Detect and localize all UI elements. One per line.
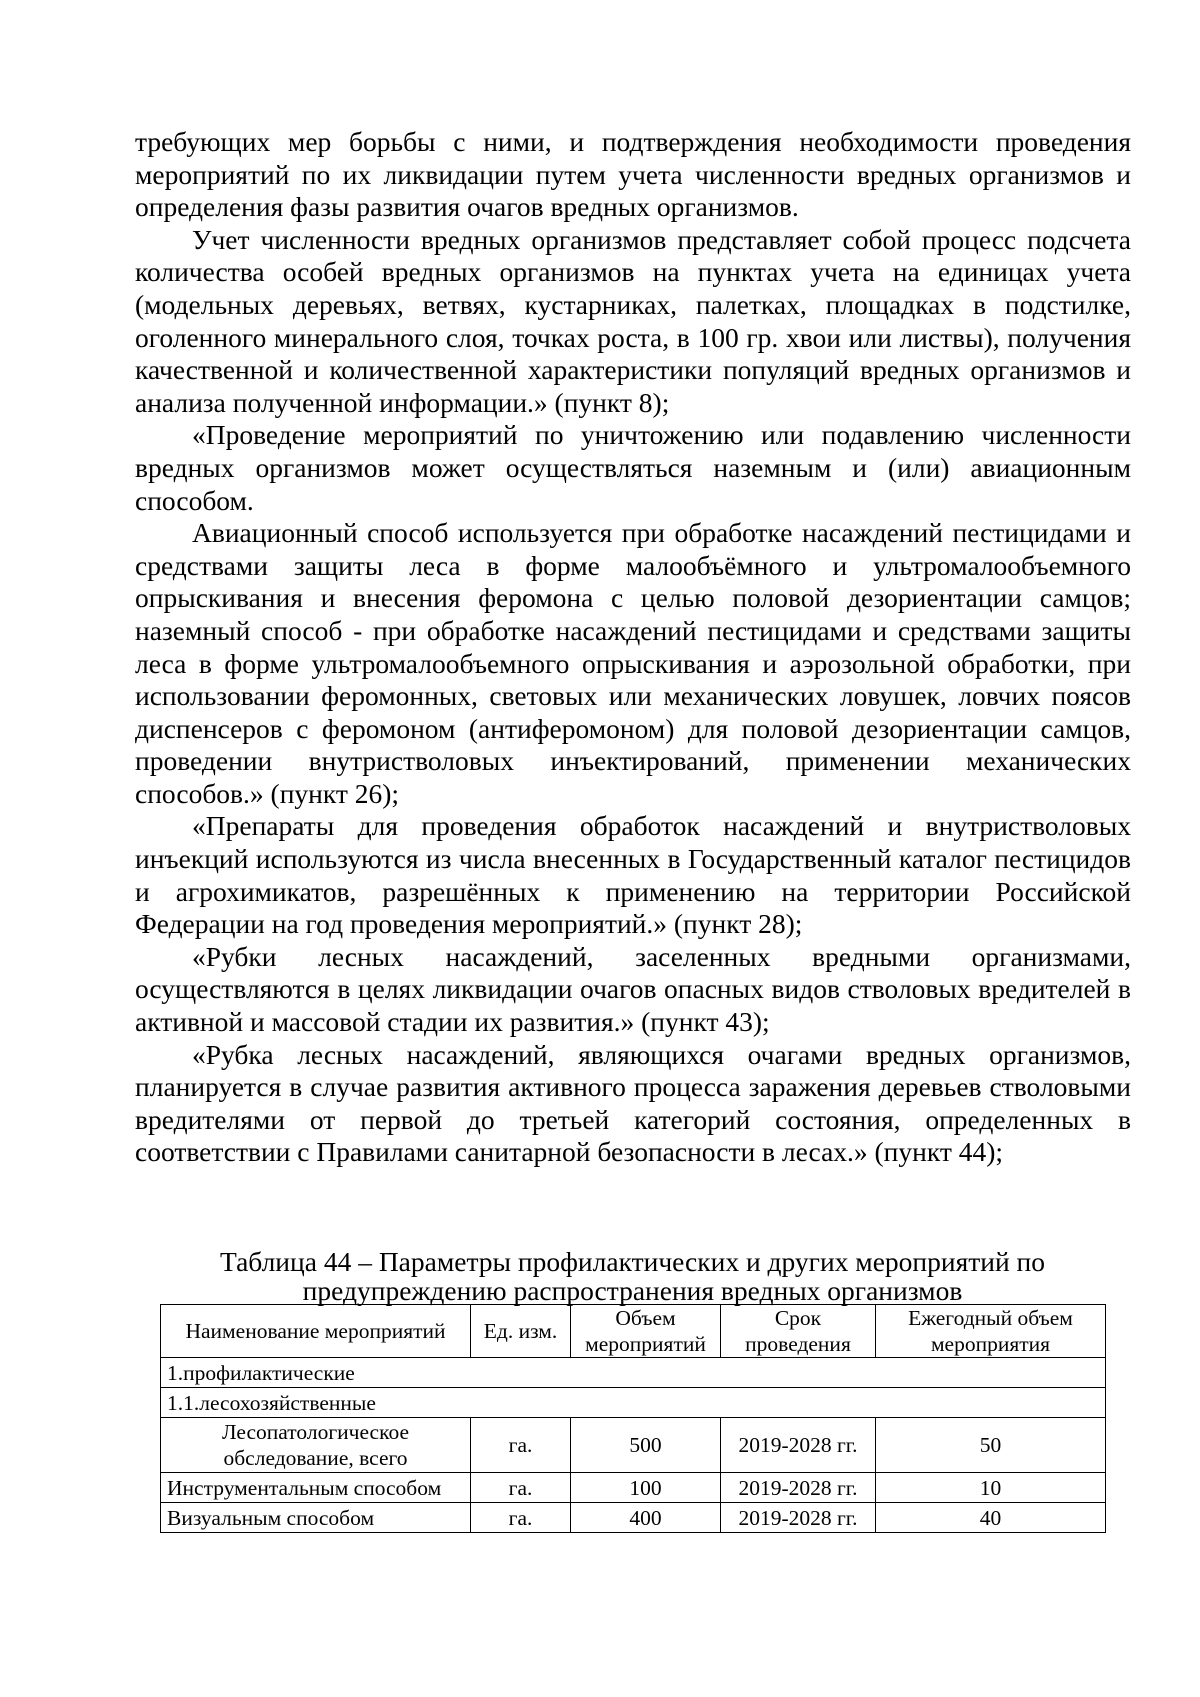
table-caption: Таблица 44 – Параметры профилактических и других мероприятий по предупреждению распространения вредных организмов	[219, 1246, 1046, 1306]
header-unit: Ед. изм.	[471, 1305, 571, 1358]
header-volume: Объем мероприятий	[571, 1305, 721, 1358]
cell-period: 2019-2028 гг.	[721, 1503, 876, 1533]
header-name: Наименование мероприятий	[161, 1305, 471, 1358]
section-label: 1.профилактические	[161, 1358, 1106, 1388]
cell-volume: 400	[571, 1503, 721, 1533]
cell-period: 2019-2028 гг.	[721, 1473, 876, 1503]
cell-unit: га.	[471, 1418, 571, 1473]
cell-annual: 40	[876, 1503, 1106, 1533]
cell-annual: 50	[876, 1418, 1106, 1473]
cell-volume: 500	[571, 1418, 721, 1473]
cell-unit: га.	[471, 1473, 571, 1503]
header-annual: Ежегодный объем мероприятия	[876, 1305, 1106, 1358]
table-row	[161, 1503, 1106, 1533]
paragraph: «Проведение мероприятий по уничтожению или подавлению численности вредных организмов может осуществляться наземным и (или) авиационным способом.	[135, 419, 1131, 516]
measures-table	[160, 1304, 1106, 1533]
cell-period: 2019-2028 гг.	[721, 1418, 876, 1473]
cell-name: Визуальным способом	[161, 1503, 471, 1533]
table-header-row	[161, 1305, 1106, 1358]
paragraph: «Препараты для проведения обработок насаждений и внутристволовых инъекций используются из числа внесенных в Государственный каталог пестицидов и агрохимикатов, разрешённых к применению на территории Российской Федерации на год проведения мероприятий.» (пункт 28);	[135, 810, 1131, 940]
cell-annual: 10	[876, 1473, 1106, 1503]
paragraph: Авиационный способ используется при обработке насаждений пестицидами и средствами защиты леса в форме малообъёмного и ультромалообъемного опрыскивания и внесения феромона с целью половой дезориентации самцов; наземный способ - при обработке насаждений пестицидами и средствами защиты леса в форме ультромалообъемного опрыскивания и аэрозольной обработки, при использовании феромонных, световых или механических ловушек, ловчих поясов диспенсеров с феромоном (антиферомоном) для половой дезориентации самцов, проведении внутристволовых инъектирований, применении механических способов.» (пункт 26);	[135, 517, 1131, 809]
cell-name: Лесопатологическое обследование, всего	[161, 1418, 471, 1473]
paragraph: «Рубка лесных насаждений, являющихся очагами вредных организмов, планируется в случае развития активного процесса заражения деревьев стволовыми вредителями от первой до третьей категорий состояния, определенных в соответствии с Правилами санитарной безопасности в лесах.» (пункт 44);	[135, 1038, 1131, 1168]
section-label: 1.1.лесохозяйственные	[161, 1388, 1106, 1418]
paragraph: требующих мер борьбы с ними, и подтверждения необходимости проведения мероприятий по их ликвидации путем учета численности вредных организмов и определения фазы развития очагов вредных организмов.	[135, 126, 1131, 223]
table-row	[161, 1473, 1106, 1503]
cell-unit: га.	[471, 1503, 571, 1533]
header-period: Срок проведения	[721, 1305, 876, 1358]
cell-name: Инструментальным способом	[161, 1473, 471, 1503]
paragraph: Учет численности вредных организмов представляет собой процесс подсчета количества особей вредных организмов на пунктах учета на единицах учета (модельных деревьях, ветвях, кустарниках, палетках, площадках в подстилке, оголенного минерального слоя, точках роста, в 100 гр. хвои или листвы), получения качественной и количественной характеристики популяций вредных организмов и анализа полученной информации.» (пункт 8);	[135, 223, 1131, 418]
body-text	[135, 126, 1131, 1169]
table-section-row	[161, 1358, 1106, 1388]
table-row	[161, 1418, 1106, 1473]
table-section-row	[161, 1388, 1106, 1418]
paragraph: «Рубки лесных насаждений, заселенных вредными организмами, осуществляются в целях ликвидации очагов опасных видов стволовых вредителей в активной и массовой стадии их развития.» (пункт 43);	[135, 940, 1131, 1038]
cell-volume: 100	[571, 1473, 721, 1503]
